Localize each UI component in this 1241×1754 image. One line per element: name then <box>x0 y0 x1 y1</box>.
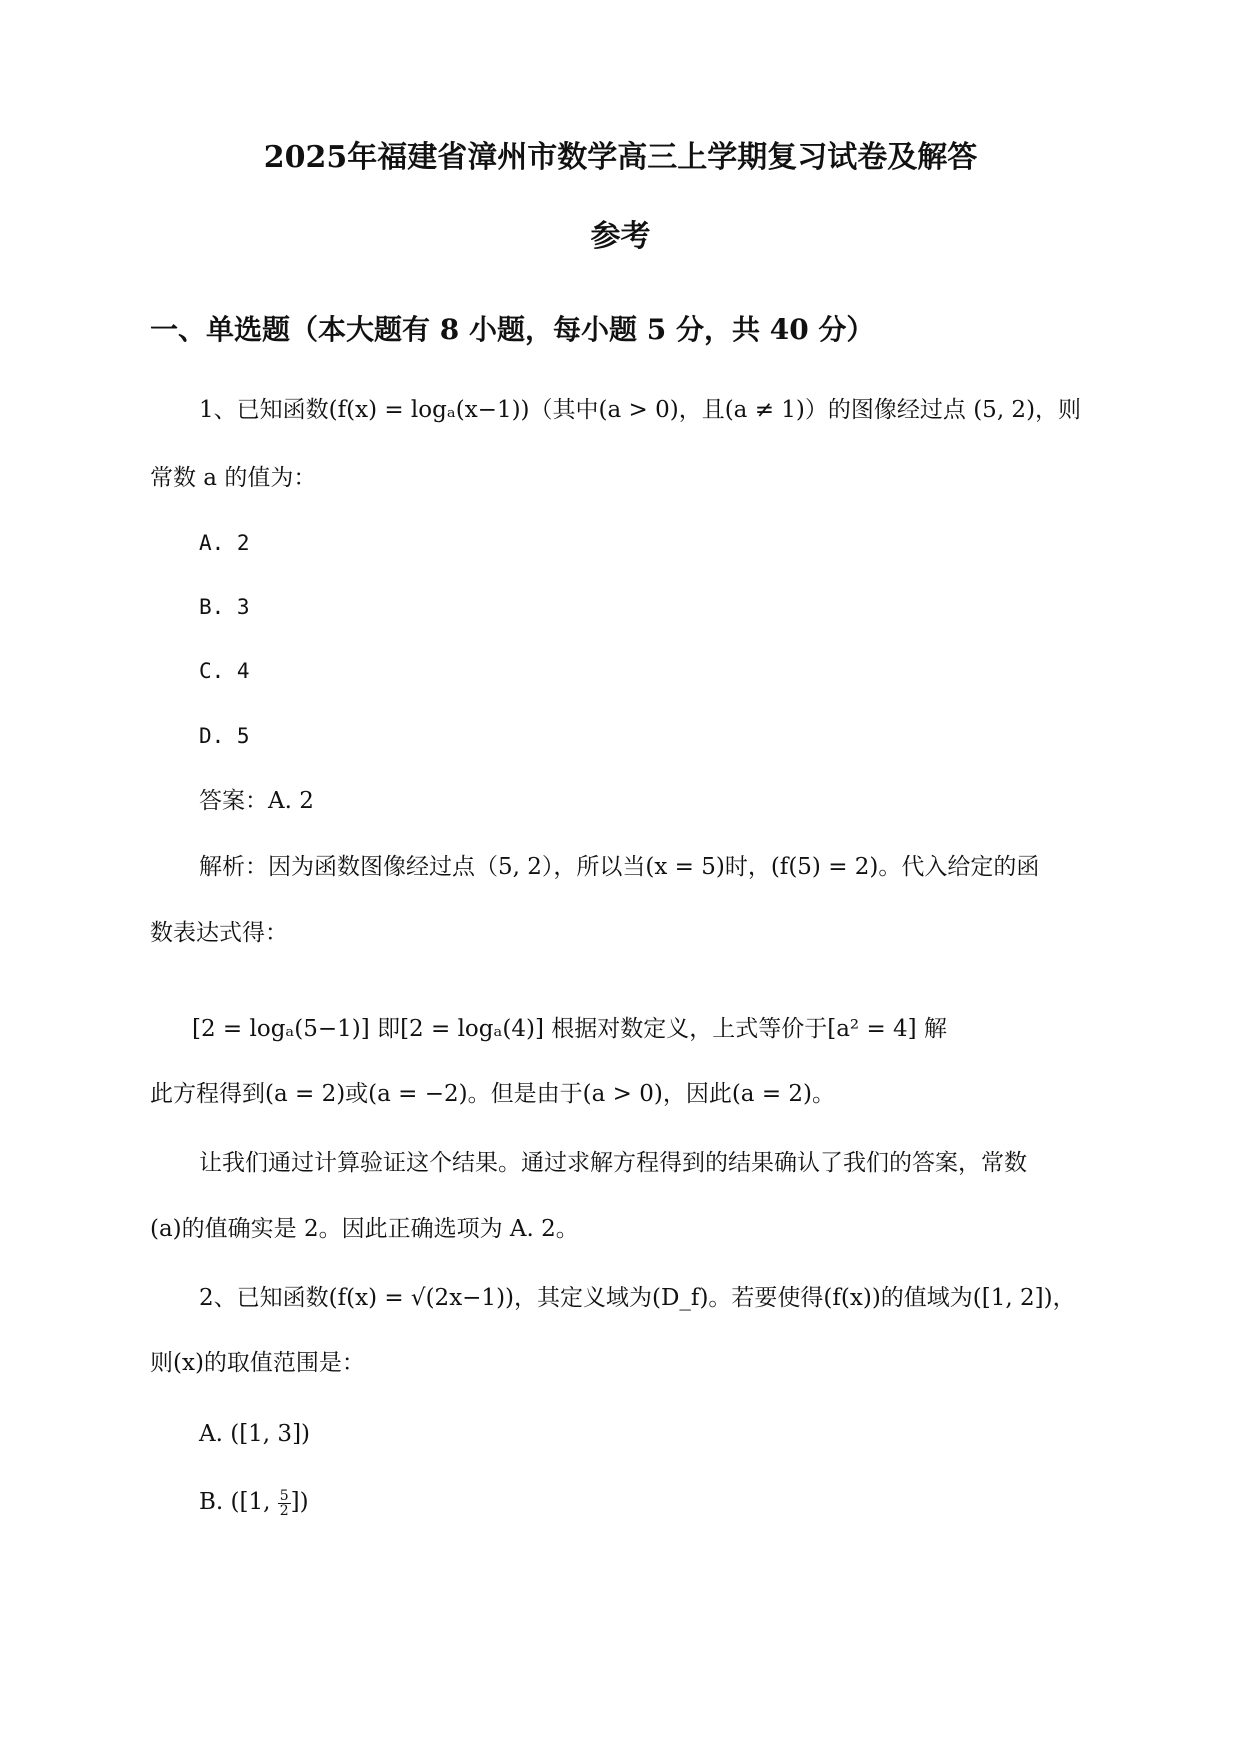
q2-option-b <box>199 1487 309 1518</box>
section-heading: 一、单选题（本大题有 8 小题，每小题 5 分，共 40 分） <box>150 313 875 346</box>
q1-option-d: D. 5 <box>199 724 250 748</box>
q1-verify-line-2: (a)的值确实是 2。因此正确选项为 A. 2。 <box>150 1216 579 1242</box>
q1-equation-line-2: 此方程得到(a = 2)或(a = −2)。但是由于(a > 0)，因此(a = 2)。 <box>150 1081 836 1107</box>
fraction-denominator: 2 <box>279 1502 289 1519</box>
q1-analysis-line-2: 数表达式得： <box>150 920 288 946</box>
q1-verify-line-1: 让我们通过计算验证这个结果。通过求解方程得到的结果确认了我们的答案，常数 <box>199 1150 1027 1176</box>
q1-option-b: B. 3 <box>199 595 250 619</box>
q1-answer: 答案：A. 2 <box>199 788 314 814</box>
q1-stem-line-1: 1、已知函数(f(x) = logₐ(x−1))（其中(a > 0)，且(a ≠ 1)）的图像经过点 (5, 2)，则 <box>199 397 1082 423</box>
q1-option-c: C. 4 <box>199 659 250 683</box>
document-title-line-1: 2025年福建省漳州市数学高三上学期复习试卷及解答 <box>263 140 978 175</box>
document-title-line-2: 参考 <box>590 219 651 254</box>
q1-analysis-line-1: 解析：因为函数图像经过点（5, 2），所以当(x = 5)时，(f(5) = 2)。代入给定的函 <box>199 854 1040 880</box>
fraction-numerator: 5 <box>279 1487 289 1504</box>
q1-stem-line-2: 常数 a 的值为： <box>150 465 317 491</box>
q2-stem-line-1: 2、已知函数(f(x) = √(2x−1))，其定义域为(D_f)。若要使得(f(x))的值域为([1, 2])， <box>199 1285 1076 1311</box>
q2-option-a: A. ([1, 3]) <box>199 1421 311 1447</box>
q2-stem-line-2: 则(x)的取值范围是： <box>150 1350 365 1376</box>
q1-option-a: A. 2 <box>199 531 250 555</box>
q2-option-b-prefix: B. ([1, <box>199 1489 278 1515</box>
q2-option-b-suffix: ]) <box>290 1489 309 1515</box>
fraction <box>278 1489 291 1518</box>
q1-equation-line: [2 = logₐ(5−1)] 即[2 = logₐ(4)] 根据对数定义，上式等价于[a² = 4] 解 <box>192 1016 947 1042</box>
